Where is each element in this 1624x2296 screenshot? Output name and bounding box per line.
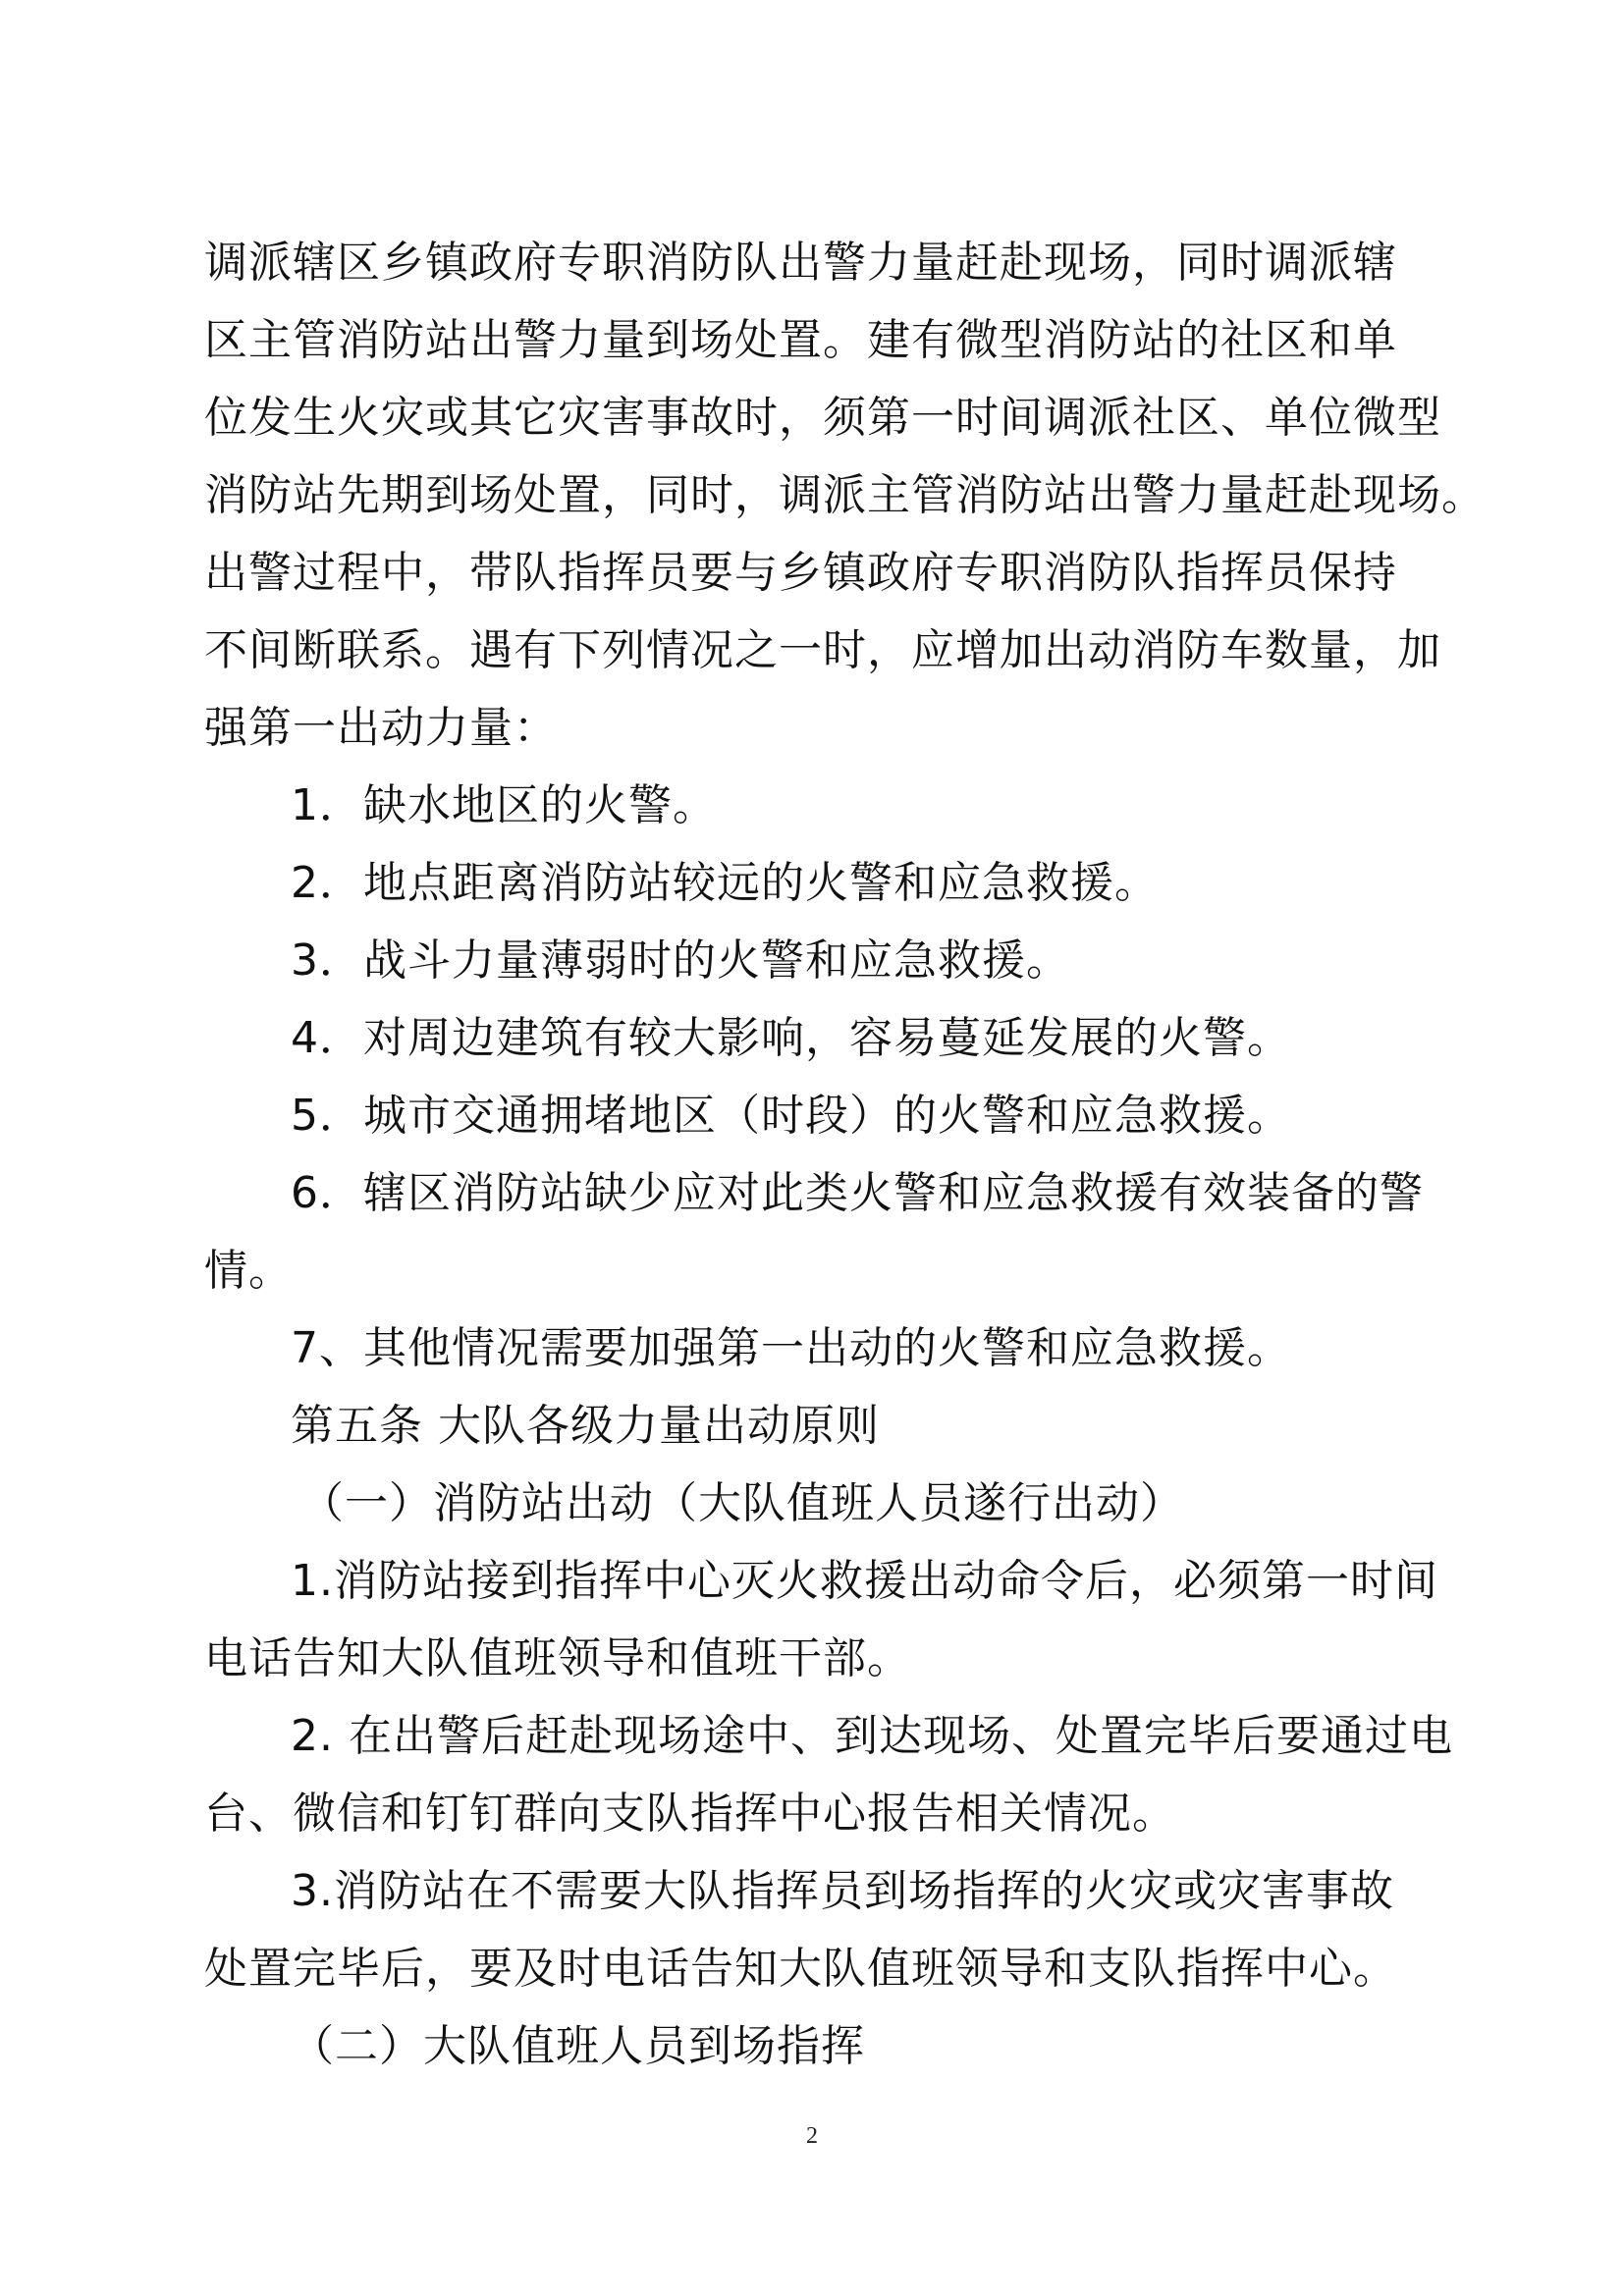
list-item: 4．对周边建筑有较大影响，容易蔓延发展的火警。 <box>291 1013 1291 1063</box>
text-line: 情。 <box>204 1246 293 1296</box>
section-heading: 第五条 大队各级力量出动原则 <box>291 1401 880 1451</box>
subsection-heading: （一）消防站出动（大队值班人员遂行出动） <box>300 1478 1184 1528</box>
text-line: 区主管消防站出警力量到场处置。建有微型消防站的社区和单 <box>204 315 1397 365</box>
text-line: 台、微信和钉钉群向支队指挥中心报告相关情况。 <box>204 1789 1176 1839</box>
text-line: 不间断联系。遇有下列情况之一时，应增加出动消防车数量，加 <box>204 625 1441 675</box>
text-line: 消防站先期到场处置，同时，调派主管消防站出警力量赶赴现场。 <box>204 470 1486 520</box>
list-item: 2．地点距离消防站较远的火警和应急救援。 <box>291 858 1159 908</box>
text-line: 位发生火灾或其它灾害事故时，须第一时间调派社区、单位微型 <box>204 393 1441 443</box>
text-line: 电话告知大队值班领导和值班干部。 <box>204 1633 911 1683</box>
page-number: 2 <box>806 2123 818 2149</box>
list-item: 7、其他情况需要加强第一出动的火警和应急救援。 <box>291 1323 1291 1373</box>
list-item: 5．城市交通拥堵地区（时段）的火警和应急救援。 <box>291 1091 1291 1141</box>
list-item: 1．缺水地区的火警。 <box>291 780 717 830</box>
text-line: 处置完毕后，要及时电话告知大队值班领导和支队指挥中心。 <box>204 1944 1397 1994</box>
list-item: 6．辖区消防站缺少应对此类火警和应急救援有效装备的警 <box>291 1168 1424 1218</box>
text-line: 调派辖区乡镇政府专职消防队出警力量赶赴现场，同时调派辖 <box>204 238 1397 288</box>
list-item: 3．战斗力量薄弱时的火警和应急救援。 <box>291 935 1070 986</box>
text-line: 强第一出动力量： <box>204 703 558 753</box>
list-item: 3.消防站在不需要大队指挥员到场指挥的火灾或灾害事故 <box>291 1866 1394 1916</box>
text-line: 出警过程中，带队指挥员要与乡镇政府专职消防队指挥员保持 <box>204 548 1397 598</box>
list-item: 1.消防站接到指挥中心灭火救援出动命令后，必须第一时间 <box>291 1556 1438 1606</box>
document-body <box>204 224 1486 2085</box>
subsection-heading: （二）大队值班人员到场指挥 <box>291 2021 865 2071</box>
list-item: 2. 在出警后赶赴现场途中、到达现场、处置完毕后要通过电 <box>291 1711 1453 1761</box>
